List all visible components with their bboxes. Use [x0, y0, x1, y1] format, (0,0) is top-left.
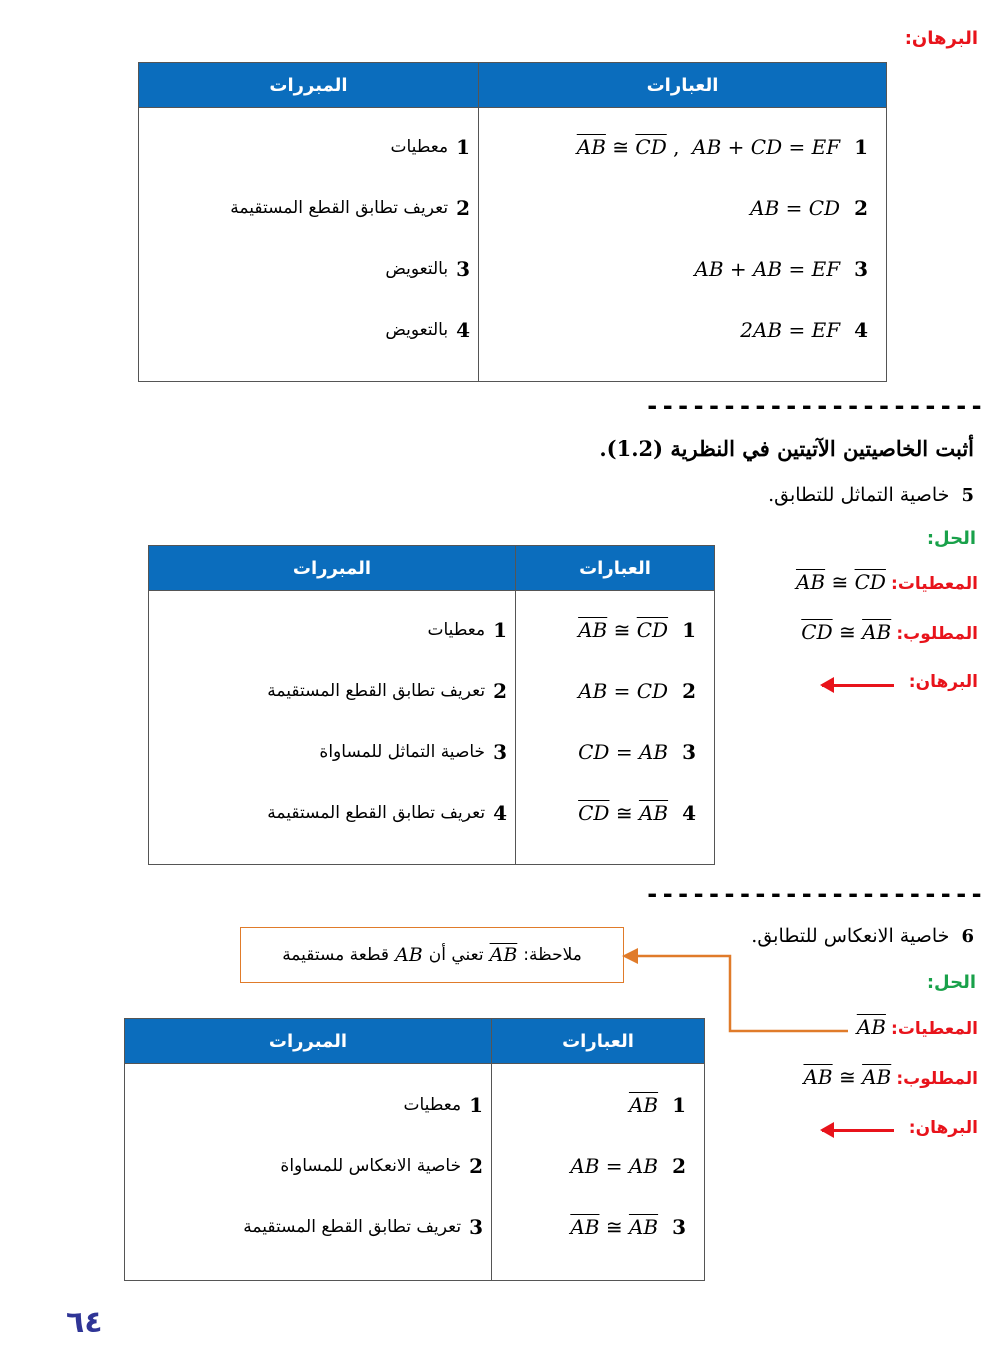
table-row: [516, 660, 714, 721]
table-row: [479, 238, 886, 299]
reason-text: بالتعويض: [385, 258, 449, 279]
table-row: [125, 1074, 491, 1135]
solution-label: الحل:: [926, 972, 976, 993]
reason-text: معطيات: [403, 1094, 462, 1115]
table-row: [492, 1135, 704, 1196]
row-number: 1: [672, 1092, 686, 1117]
required-line: المطلوب: $\overline{CD}$ ≅ $\overline{AB}$: [801, 620, 978, 644]
row-number: 1: [682, 617, 696, 642]
page-number: ٦٤: [66, 1305, 103, 1340]
table-row: [139, 238, 478, 299]
reason-text: بالتعويض: [385, 319, 449, 340]
table-row: [125, 1135, 491, 1196]
reasons-header: المبررات: [125, 1019, 492, 1064]
table-row: [516, 721, 714, 782]
row-number: 2: [854, 195, 868, 220]
table-row: [479, 116, 886, 177]
row-number: 3: [672, 1214, 686, 1239]
row-number: 4: [493, 800, 507, 825]
note-box: ملاحظة: AB تعني أن AB قطعة مستقيمة: [240, 927, 624, 983]
table-row: [149, 660, 515, 721]
reason-text: تعريف تطابق القطع المستقيمة: [230, 197, 449, 218]
reason-text: خاصية الانعكاس للمساواة: [280, 1155, 462, 1176]
reasons-header: المبررات: [139, 63, 479, 108]
row-number: 1: [469, 1092, 483, 1117]
dashed-separator: ----------------------: [645, 392, 985, 420]
table-row: [492, 1074, 704, 1135]
row-number: 2: [456, 195, 470, 220]
table-row: [149, 782, 515, 843]
table-row: [139, 177, 478, 238]
row-number: 1: [493, 617, 507, 642]
row-number: 3: [493, 739, 507, 764]
statement-text: AB + AB = EF: [694, 256, 841, 281]
table-row: [479, 299, 886, 360]
row-number: 4: [854, 317, 868, 342]
solution-label: الحل:: [926, 528, 976, 549]
row-number: 2: [493, 678, 507, 703]
row-number: 4: [456, 317, 470, 342]
proof-table-3: [124, 1018, 705, 1281]
row-number: 3: [854, 256, 868, 281]
proof-label: البرهان:: [908, 1118, 978, 1138]
statements-header: العبارات: [492, 1019, 705, 1064]
statement-text: AB = AB: [570, 1153, 659, 1178]
problem-6-title: 6 خاصية الانعكاس للتطابق.: [751, 925, 974, 947]
section-heading: أثبت الخاصيتين الآتيتين في النظرية (1.2).: [599, 436, 974, 461]
row-number: 1: [456, 134, 470, 159]
arrow-left-icon: [822, 1129, 894, 1132]
reason-text: تعريف تطابق القطع المستقيمة: [267, 802, 486, 823]
reason-text: معطيات: [427, 619, 486, 640]
table-row: [139, 116, 478, 177]
row-number: 3: [682, 739, 696, 764]
reason-text: خاصية التماثل للمساواة: [319, 741, 486, 762]
table-row: [516, 782, 714, 843]
required-line: المطلوب: $\overline{AB}$ ≅ $\overline{AB}$: [803, 1065, 978, 1089]
proof-table-2: [148, 545, 715, 865]
dashed-separator: ----------------------: [645, 880, 985, 908]
table-row: [149, 721, 515, 782]
table-row: [492, 1196, 704, 1257]
proof-table-1: [138, 62, 887, 382]
statement-text: AB = CD: [578, 678, 669, 703]
statement-text: $\overline{AB}$ ≅ $\overline{CD}$: [578, 617, 669, 642]
row-number: 2: [672, 1153, 686, 1178]
statement-text: $\overline{CD}$ ≅ $\overline{AB}$: [578, 800, 669, 825]
reason-text: معطيات: [390, 136, 449, 157]
row-number: 2: [469, 1153, 483, 1178]
statement-text: 2AB = EF: [740, 317, 841, 342]
reasons-header: المبررات: [149, 546, 516, 591]
problem-5-title: 5 خاصية التماثل للتطابق.: [768, 484, 974, 506]
statements-header: العبارات: [516, 546, 715, 591]
row-number: 3: [469, 1214, 483, 1239]
proof-label-top: البرهان:: [904, 28, 978, 49]
table-row: [149, 599, 515, 660]
statements-header: العبارات: [479, 63, 887, 108]
reason-text: تعريف تطابق القطع المستقيمة: [243, 1216, 462, 1237]
reason-text: تعريف تطابق القطع المستقيمة: [267, 680, 486, 701]
given-line: المعطيات: $\overline{AB}$: [856, 1015, 978, 1039]
table-row: [479, 177, 886, 238]
table-row: [516, 599, 714, 660]
row-number: 1: [854, 134, 868, 159]
row-number: 4: [682, 800, 696, 825]
proof-label: البرهان:: [908, 672, 978, 692]
table-row: [125, 1196, 491, 1257]
arrow-left-icon: [822, 684, 894, 687]
given-line: المعطيات: $\overline{AB}$ ≅ $\overline{CD}$: [795, 570, 978, 594]
statement-text: CD = AB: [578, 739, 669, 764]
statement-text: $\overline{AB}$: [628, 1092, 659, 1117]
statement-text: $\overline{AB}$ ≅ $\overline{AB}$: [570, 1214, 659, 1239]
row-number: 3: [456, 256, 470, 281]
statement-text: AB = CD: [750, 195, 841, 220]
row-number: 2: [682, 678, 696, 703]
statement-text: $\overline{AB}$ ≅ $\overline{CD}$ , AB + CD = EF: [576, 134, 841, 159]
table-row: [139, 299, 478, 360]
